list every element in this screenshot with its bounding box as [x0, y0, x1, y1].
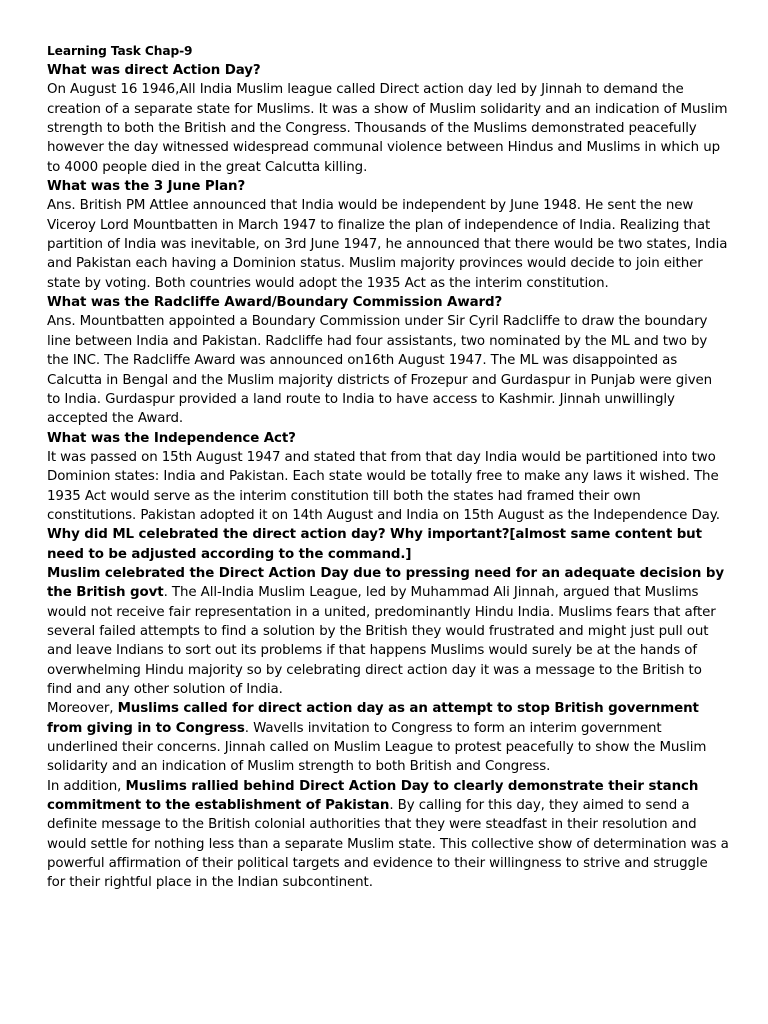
- question-direct-action-day: What was direct Action Day?: [47, 63, 261, 78]
- paragraph-stop-british-bold: Muslims called for direct action day as an attempt to stop British government from giving in to Congress: [47, 701, 699, 736]
- answer-radcliffe-award: Ans. Mountbatten appointed a Boundary Commission under Sir Cyril Radcliffe to draw the boundary line between India and Pakistan. Radcliffe had four assistants, two nominated by the ML and two by the INC. The Radcliffe Award was announced on16th August 1947. The ML was disappointed as Calcutta in Bengal and the Muslim majority districts of Frozepur and Gurdaspur in Punjab were given to India. Gurdaspur provided a land route to India to have access to Kashmir. Jinnah unwillingly accepted the Award.: [47, 314, 713, 427]
- answer-3-june-plan: Ans. British PM Attlee announced that India would be independent by June 1948. He sent the new Viceroy Lord Mountbatten in March 1947 to finalize the plan of independence of India. Realizing that partition of India was inevitable, on 3rd June 1947, he announced that there would be two states, India and Pakistan each having a Dominion status. Muslim majority provinces would decide to join either state by voting. Both countries would adopt the 1935 Act as the interim constitution.: [47, 198, 728, 291]
- answer-independence-act: It was passed on 15th August 1947 and stated that from that day India would be partitioned into two Dominion states: India and Pakistan. Each state would be totally free to make any laws it wished. The 1935 Act would serve as the interim constitution till both the states had framed their own constitutions. Pakistan adopted it on 14th August and India on 15th August as the Independence Day.: [47, 449, 720, 523]
- paragraph-commitment-pakistan-lead: In addition,: [47, 778, 126, 794]
- question-radcliffe-award: What was the Radcliffe Award/Boundary Commission Award?: [47, 295, 503, 311]
- answer-direct-action-day: On August 16 1946,All India Muslim league called Direct action day led by Jinnah to demand the creation of a separate state for Muslims. It was a show of Muslim solidarity and an indication of Muslim strength to both the British and the Congress. Thousands of the Muslims demonstrated peacefully however the day witnessed widespread communal violence between Hindus and Muslims in which up to 4000 people died in the great Calcutta killing.: [47, 82, 728, 175]
- paragraph-stop-british-text: . Wavells invitation to Congress to form an interim government underlined their concerns. Jinnah called on Muslim League to protest peacefully to show the Muslim solidarity and an indication of Muslim strength to both British and Congress.: [47, 720, 707, 775]
- paragraph-commitment-pakistan-text: . By calling for this day, they aimed to send a definite message to the British colonial authorities that they were steadfast in their resolution and would settle for nothing less than a separate Muslim state. This collective show of determination was a powerful affirmation of their political targets and evidence to their willingness to strive and struggle for their rightful place in the Indian subcontinent.: [47, 798, 729, 891]
- paragraph-stop-british: [47, 699, 729, 776]
- question-why-ml-celebrated: Why did ML celebrated the direct action day? Why important?[almost same content but need to be adjusted according to the command.]: [47, 527, 702, 562]
- paragraph-stop-british-lead: Moreover,: [47, 701, 118, 717]
- paragraph-pressing-need: [47, 564, 729, 699]
- paragraph-commitment-pakistan: [47, 777, 729, 893]
- question-3-june-plan: What was the 3 June Plan?: [47, 179, 246, 195]
- document-page: [47, 42, 729, 893]
- paragraph-pressing-need-bold: Muslim celebrated the Direct Action Day due to pressing need for an adequate decision by the British govt: [47, 565, 724, 601]
- question-independence-act: What was the Independence Act?: [47, 430, 296, 446]
- paragraph-commitment-pakistan-bold: Muslims rallied behind Direct Action Day to clearly demonstrate their stanch commitment to the establishment of Pakistan: [47, 778, 699, 814]
- task-title: Learning Task Chap-9: [47, 44, 193, 58]
- paragraph-pressing-need-text: . The All-India Muslim League, led by Muhammad Ali Jinnah, argued that Muslims would not receive fair representation in a united, predominantly Hindu India. Muslims fears that after several failed attempts to find a solution by the British they would frustrated and might just pull out and leave Indians to sort out its problems if that happens Muslims would surely be at the hands of overwhelming Hindu majority so by celebrating direct action day it was a message to the British to find and any other solution of India.: [47, 585, 716, 697]
